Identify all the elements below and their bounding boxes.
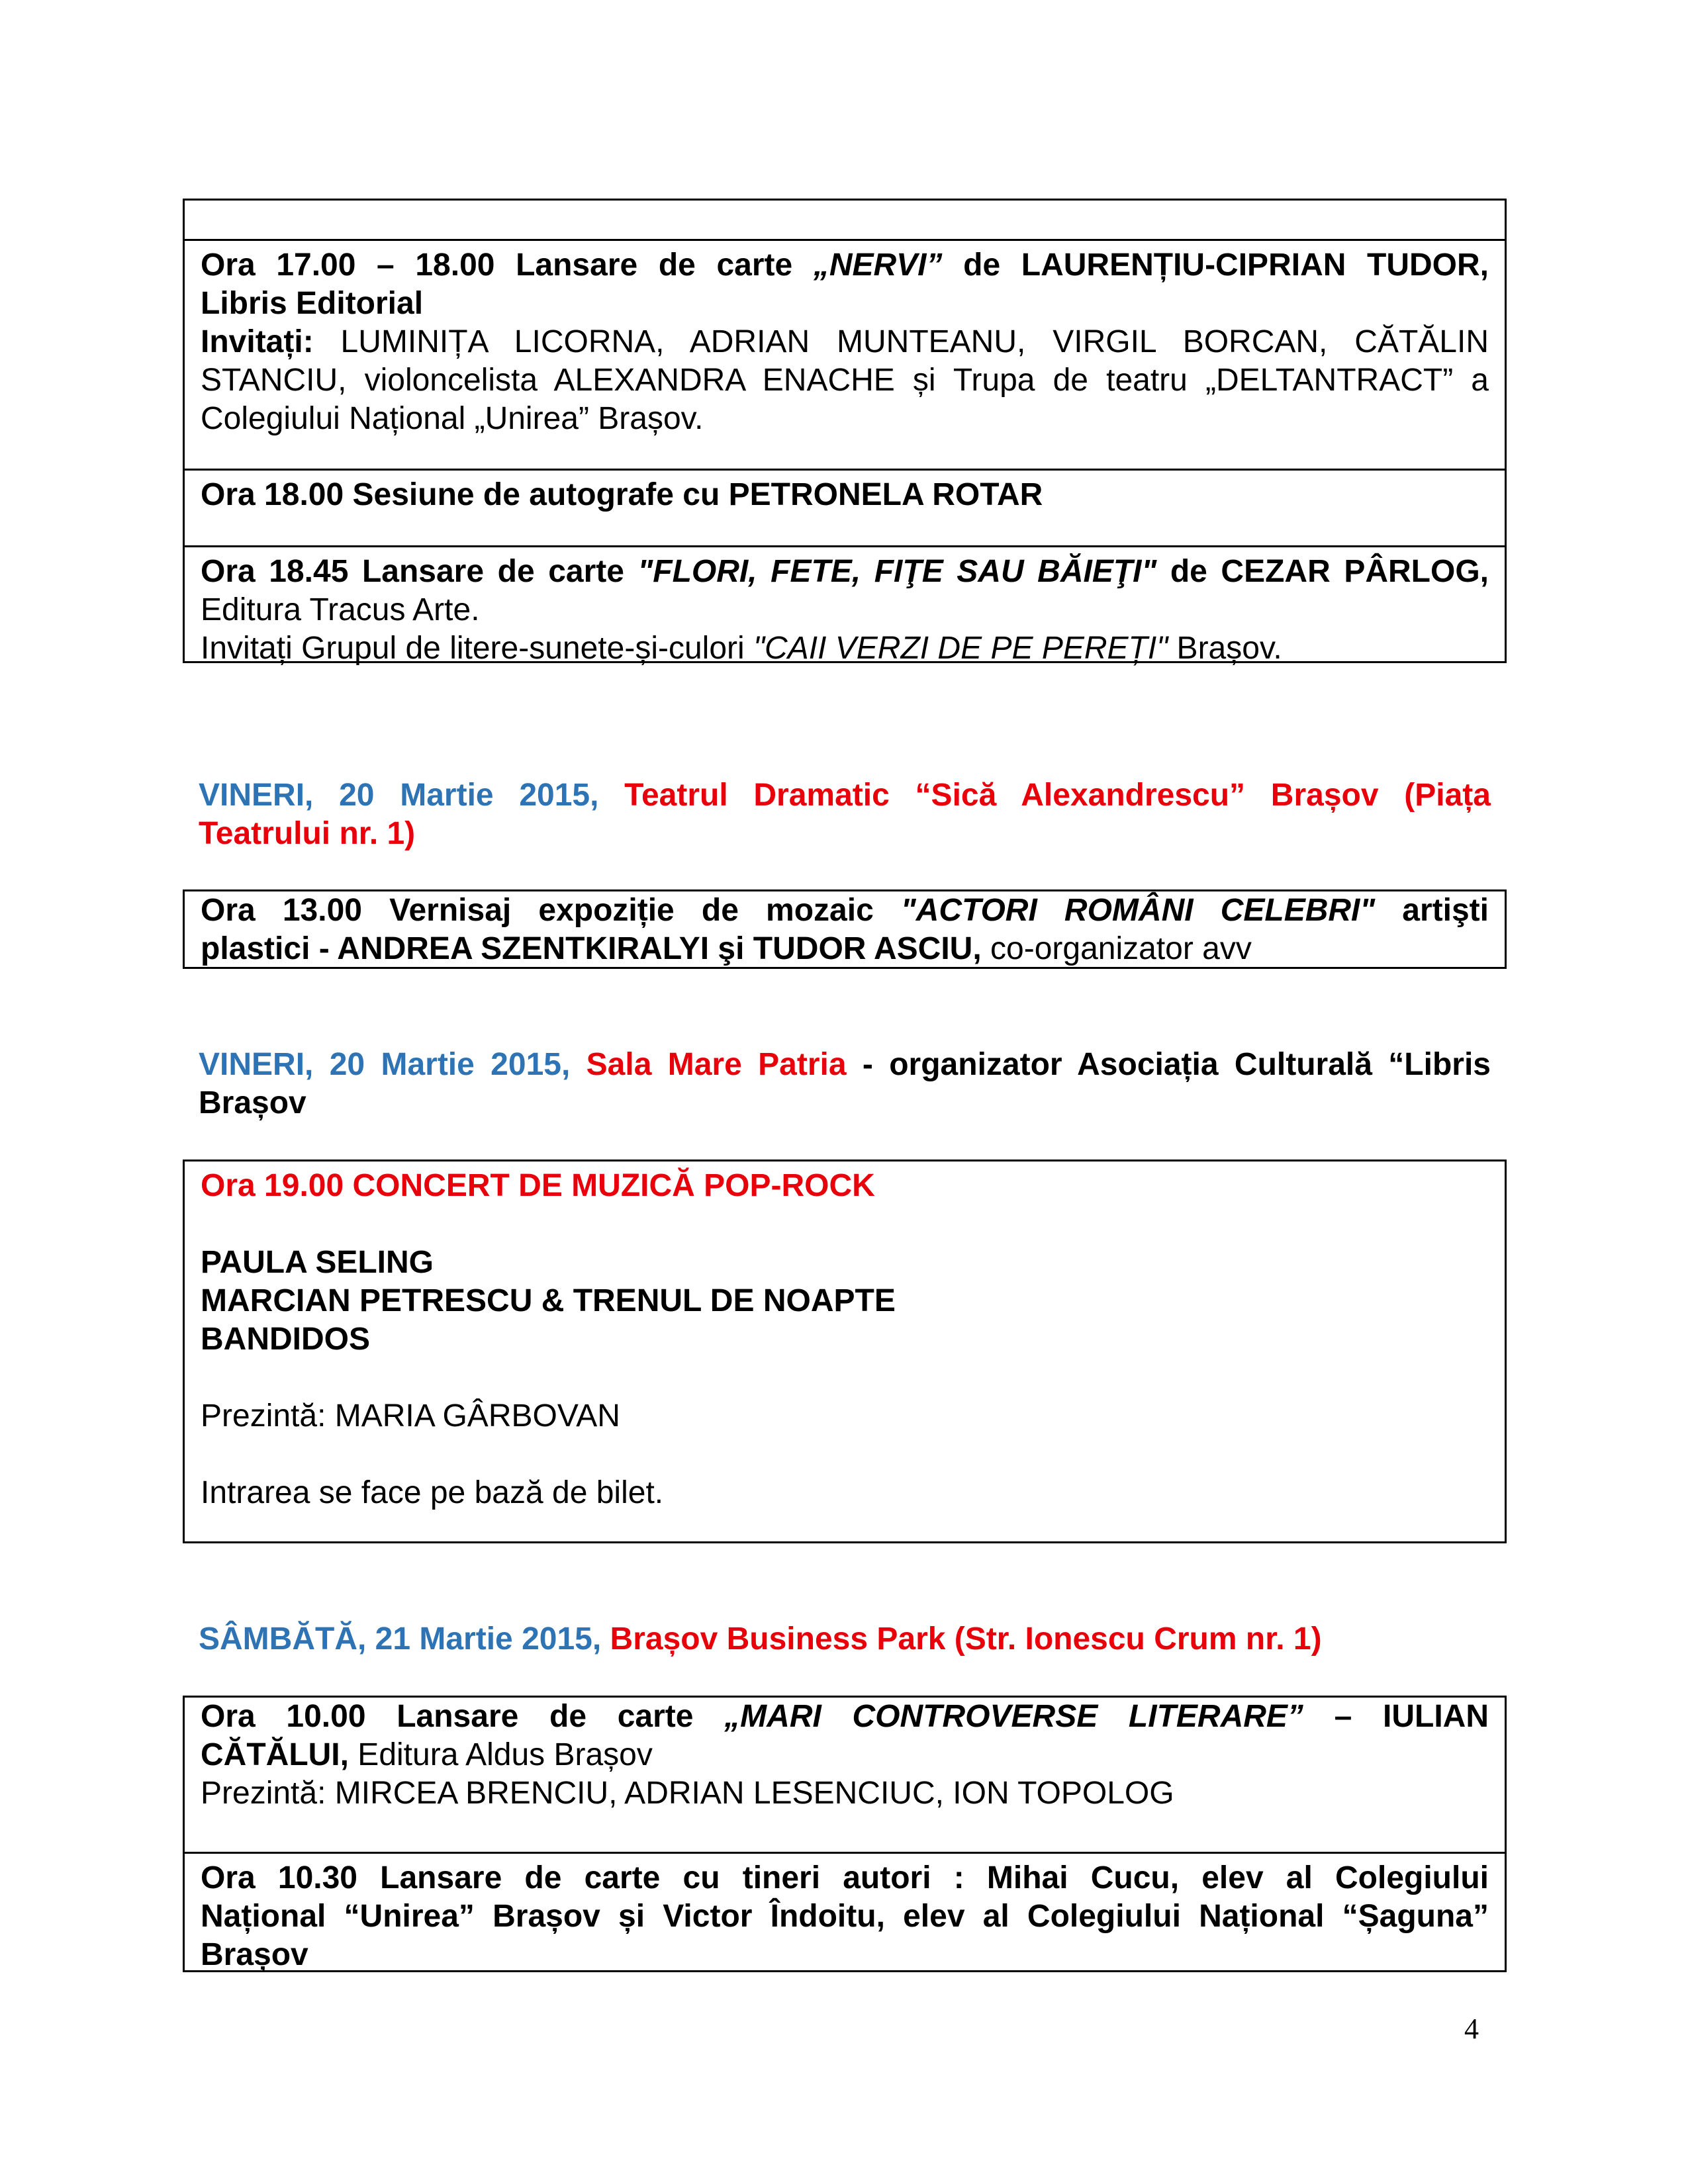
event-flori-guests: Invitați Grupul de litere-sunete-și-culori "CAII VERZI DE PE PEREȚI" Brașov. bbox=[201, 631, 1282, 666]
event-young-line3: Brașov bbox=[201, 1937, 308, 1972]
spacer bbox=[201, 1359, 1489, 1397]
event-table-saturday bbox=[183, 1696, 1507, 1972]
event-nervi bbox=[185, 241, 1505, 471]
event-autographs bbox=[185, 471, 1505, 547]
concert-presenter: Prezintă: MARIA GÂRBOVAN bbox=[201, 1398, 620, 1433]
event-table-mosaic bbox=[183, 889, 1507, 969]
event-table-thursday bbox=[183, 199, 1507, 666]
concert-artist: BANDIDOS bbox=[201, 1322, 371, 1357]
event-nervi-publisher: Libris Editorial bbox=[201, 286, 424, 321]
event-mari-controverse bbox=[185, 1698, 1505, 1854]
concert-artist: PAULA SELING bbox=[201, 1245, 434, 1280]
event-table-concert bbox=[183, 1160, 1507, 1543]
spacer bbox=[201, 1205, 1489, 1244]
event-autographs-text: Ora 18.00 Sesiune de autografe cu PETRONELA ROTAR bbox=[201, 477, 1043, 512]
event-nervi-line1: Ora 17.00 – 18.00 Lansare de carte „NERVI” de LAURENȚIU-CIPRIAN TUDOR, bbox=[201, 248, 1489, 283]
event-flori-fete bbox=[185, 547, 1505, 666]
event-mosaic bbox=[185, 891, 1505, 968]
day-heading-saturday bbox=[199, 1620, 1491, 1659]
event-concert bbox=[185, 1161, 1505, 1512]
event-nervi-guests-line3: Colegiului Național „Unirea” Brașov. bbox=[201, 401, 704, 436]
heading1-line2: Teatrului nr. 1) bbox=[199, 816, 416, 851]
concert-entry: Intrarea se face pe bază de bilet. bbox=[201, 1475, 664, 1510]
heading2-line2: Brașov bbox=[199, 1085, 306, 1120]
day-heading-friday-patria bbox=[199, 1046, 1491, 1122]
concert-artist: MARCIAN PETRESCU & TRENUL DE NOAPTE bbox=[201, 1283, 896, 1318]
event-mosaic-line1: Ora 13.00 Vernisaj expoziție de mozaic "ACTORI ROMÂNI CELEBRI" artişti bbox=[201, 893, 1489, 928]
day-heading-friday-theatre bbox=[199, 776, 1491, 853]
event-controverse-line2: CĂTĂLUI, Editura Aldus Brașov bbox=[201, 1737, 653, 1772]
empty-row bbox=[185, 201, 1505, 241]
page-number: 4 bbox=[1464, 2013, 1479, 2045]
event-young-line2: Național “Unirea” Brașov și Victor Îndoitu, elev al Colegiului Național “Șaguna” bbox=[201, 1899, 1489, 1934]
event-controverse-presenters: Prezintă: MIRCEA BRENCIU, ADRIAN LESENCIUC, ION TOPOLOG bbox=[201, 1776, 1174, 1811]
heading1-line1: VINERI, 20 Martie 2015, Teatrul Dramatic “Sică Alexandrescu” Brașov (Piața bbox=[199, 778, 1491, 813]
heading3-line1: SÂMBĂTĂ, 21 Martie 2015, Brașov Business Park (Str. Ionescu Crum nr. 1) bbox=[199, 1621, 1322, 1657]
event-controverse-line1: Ora 10.00 Lansare de carte „MARI CONTROVERSE LITERARE” – IULIAN bbox=[201, 1699, 1489, 1734]
event-nervi-guests-line2: STANCIU, violoncelista ALEXANDRA ENACHE și Trupa de teatru „DELTANTRACT” a bbox=[201, 363, 1489, 398]
event-young-line1: Ora 10.30 Lansare de carte cu tineri autori : Mihai Cucu, elev al Colegiului bbox=[201, 1860, 1489, 1895]
event-mosaic-line2: plastici - ANDREA SZENTKIRALYI şi TUDOR ASCIU, co-organizator avv bbox=[201, 931, 1252, 966]
spacer bbox=[201, 1435, 1489, 1474]
event-young-authors bbox=[185, 1854, 1505, 1970]
event-flori-publisher: Editura Tracus Arte. bbox=[201, 592, 480, 627]
event-flori-line1: Ora 18.45 Lansare de carte "FLORI, FETE, FIŢE SAU BĂIEŢI" de CEZAR PÂRLOG, bbox=[201, 554, 1489, 589]
heading2-line1: VINERI, 20 Martie 2015, Sala Mare Patria - organizator Asociația Culturală “Libris bbox=[199, 1047, 1491, 1082]
concert-title: Ora 19.00 CONCERT DE MUZICĂ POP-ROCK bbox=[201, 1168, 875, 1203]
event-nervi-guests-line1: Invitați: LUMINIȚA LICORNA, ADRIAN MUNTEANU, VIRGIL BORCAN, CĂTĂLIN bbox=[201, 324, 1489, 359]
